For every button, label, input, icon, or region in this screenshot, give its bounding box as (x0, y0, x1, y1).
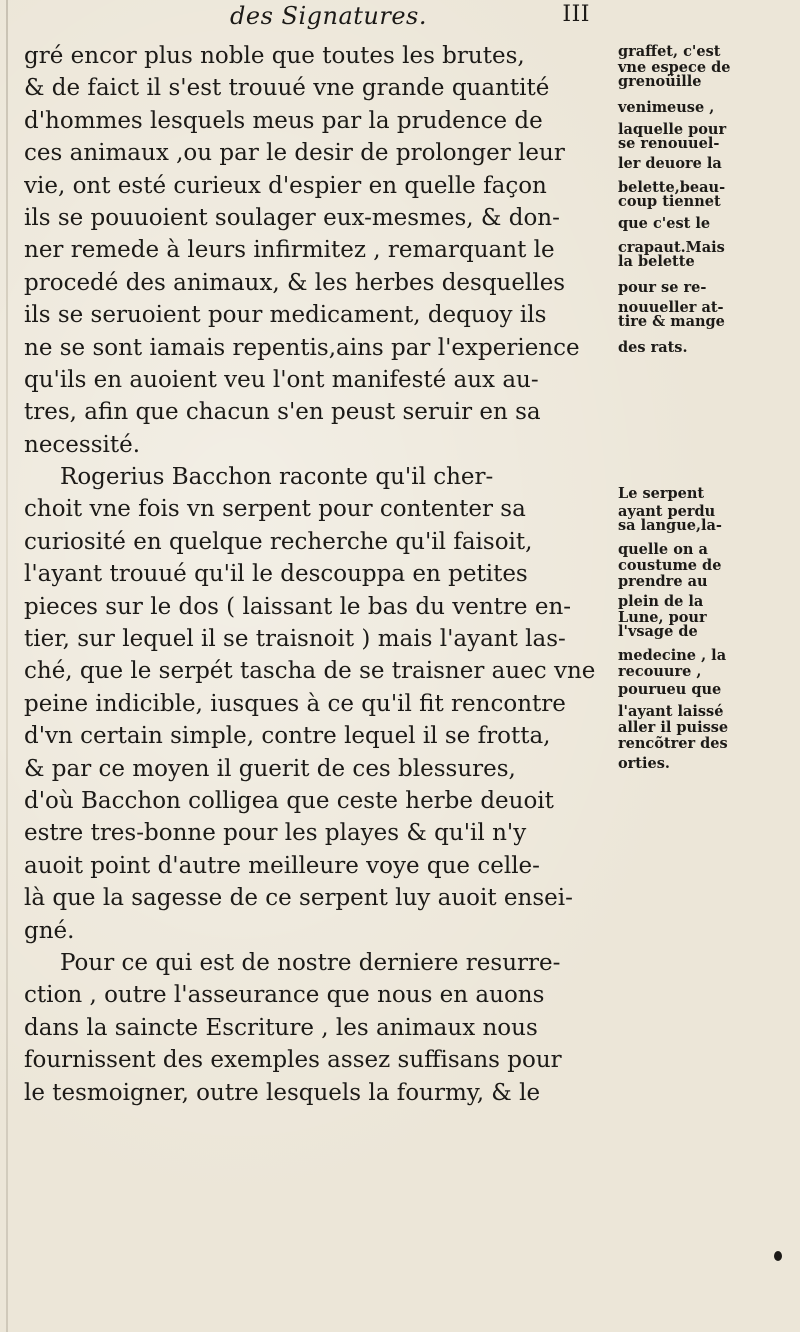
text-line: d'où Bacchon colligea que ceste herbe deuoit (24, 787, 554, 814)
page-gutter (6, 0, 8, 1332)
marginal-note-line: coustume de (618, 557, 722, 574)
text-line: gré encor plus noble que toutes les brutes, (24, 43, 525, 69)
text-line: qu'ils en auoient veu l'ont manifesté aux au- (24, 366, 539, 393)
text-line: vie, ont esté curieux d'espier en quelle façon (24, 172, 547, 199)
text-line: ction , outre l'asseurance que nous en auons (24, 982, 545, 1009)
text-line: ne se sont iamais repentis,ains par l'experience (24, 334, 580, 361)
marginal-note-line: rencõtrer des (618, 735, 728, 752)
text-line: l'ayant trouué qu'il le descouppa en petites (24, 561, 528, 588)
page-number: III (562, 2, 590, 27)
marginal-note-line: aller il puisse (618, 719, 729, 736)
text-line: Pour ce qui est de nostre derniere resurre- (60, 949, 561, 976)
running-head (230, 2, 590, 34)
marginal-note-line: crapaut.Mais (618, 239, 725, 256)
marginal-note-line: coup tiennet (618, 193, 721, 210)
text-line: Rogerius Bacchon raconte qu'il cher- (60, 464, 494, 491)
text-line: curiosité en quelque recherche qu'il faisoit, (24, 528, 533, 555)
marginal-note-line: que c'est le (618, 215, 711, 232)
marginal-note-line: quelle on a (618, 541, 708, 558)
marginal-note-line: orties. (618, 755, 670, 772)
marginal-note-line: sa langue,la- (618, 517, 722, 534)
marginal-note-line: l'vsage de (618, 623, 698, 640)
marginal-note-line: ler deuore la (618, 155, 722, 172)
marginal-note-line: Le serpent (618, 485, 705, 502)
marginal-note-line: medecine , la (618, 647, 727, 664)
text-line: fournissent des exemples assez suffisans pour (24, 1047, 562, 1074)
marginal-note-line: belette,beau- (618, 179, 726, 196)
text-line: le tesmoigner, outre lesquels la fourmy, & le (24, 1079, 541, 1106)
text-line: procedé des animaux, & les herbes desquelles (24, 269, 566, 296)
marginal-note-line: plein de la (618, 593, 704, 610)
text-line: d'vn certain simple, contre lequel il se frotta, (24, 723, 551, 750)
ornament-dot (774, 1251, 782, 1261)
marginal-note-line: ayant perdu (618, 503, 716, 520)
text-line: necessité. (24, 431, 141, 458)
marginal-note-line: se renouuel- (618, 135, 720, 152)
marginal-note-line: grenoüille (618, 73, 702, 90)
text-line: là que la sagesse de ce serpent luy auoit ensei- (24, 885, 573, 912)
text-line: estre tres-bonne pour les playes & qu'il n'y (24, 820, 527, 847)
text-line: & par ce moyen il guerit de ces blessures, (24, 755, 516, 782)
text-line: choit vne fois vn serpent pour contenter sa (24, 496, 526, 523)
running-title: des Signatures. (230, 2, 427, 30)
marginal-note-line: pour se re- (618, 279, 707, 296)
text-line: tres, afin que chacun s'en peust seruir en sa (24, 399, 541, 426)
text-line: auoit point d'autre meilleure voye que celle- (24, 852, 540, 879)
marginal-note-line: tire & mange (618, 313, 725, 330)
main-text-column (24, 40, 614, 1109)
text-line: d'hommes lesquels meus par la prudence de (24, 107, 543, 134)
marginal-note-line: nouueller at- (618, 299, 724, 316)
marginal-note-line: pourueu que (618, 681, 722, 698)
text-line: ils se pouuoient soulager eux-mesmes, & don- (24, 204, 560, 231)
marginal-note-line: laquelle pour (618, 121, 727, 138)
marginal-note-line: Lune, pour (618, 609, 707, 626)
marginal-note-line: prendre au (618, 573, 708, 590)
text-line: gné. (24, 917, 75, 944)
text-line: tier, sur lequel il se traisnoit ) mais l'ayant las- (24, 626, 566, 653)
text-line: ils se seruoient pour medicament, dequoy ils (24, 302, 547, 329)
marginal-note-line: vne espece de (618, 59, 731, 76)
text-line: & de faict il s'est trouué vne grande quantité (24, 75, 550, 102)
marginal-note-line: des rats. (618, 339, 688, 356)
marginal-note-line: l'ayant laissé (618, 703, 724, 720)
marginal-note-line: venimeuse , (618, 99, 715, 116)
marginal-note-line: graffet, c'est (618, 43, 721, 60)
text-line: ché, que le serpét tascha de se traisner auec vne (24, 658, 596, 685)
text-line: dans la saincte Escriture , les animaux nous (24, 1014, 538, 1041)
text-line: ner remede à leurs infirmitez , remarquant le (24, 237, 555, 264)
marginal-note-line: la belette (618, 253, 695, 270)
text-line: ces animaux ,ou par le desir de prolonger leur (24, 140, 565, 167)
text-line: pieces sur le dos ( laissant le bas du ventre en- (24, 593, 572, 620)
text-line: peine indicible, iusques à ce qu'il fit rencontre (24, 690, 566, 717)
marginal-note-line: recouure , (618, 663, 702, 680)
